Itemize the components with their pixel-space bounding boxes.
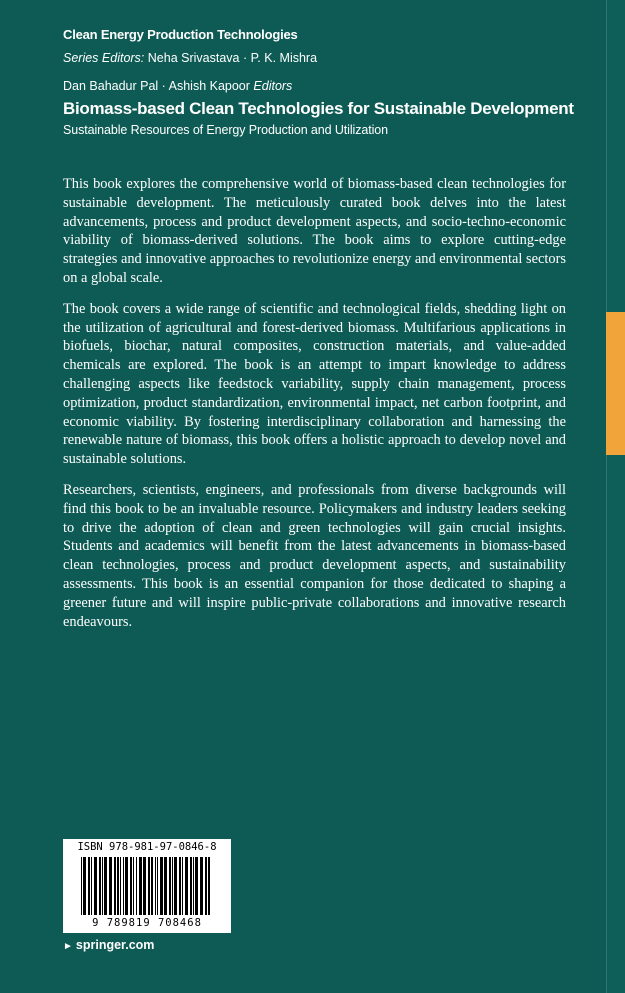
book-editors	[63, 79, 292, 93]
barcode-bar	[104, 857, 107, 915]
triangle-right-icon: ►	[63, 941, 73, 952]
spine-stripe-bottom	[606, 455, 625, 993]
barcode-bar	[155, 857, 156, 915]
barcode-bar	[117, 857, 119, 915]
publisher-link[interactable]	[63, 938, 154, 952]
barcode-bar	[91, 857, 92, 915]
series-editors-label: Series Editors:	[63, 51, 145, 65]
barcode-bar	[205, 857, 207, 915]
barcode-bar	[169, 857, 171, 915]
description-paragraph: Researchers, scientists, engineers, and professionals from diverse backgrounds will find this book to be an invaluable resource. Policymakers and industry leaders seeking to drive the adoption of clean and green technologies will gain crucial insights. Students and academics will benefit from the latest advancements in biomass-based clean technologies, process and product development aspects, and sustainability assessments. This book is an essential companion for those dedicated to shaping a greener future and will inspire public-private collaborations and innovative research endeavours.	[63, 481, 566, 630]
description-paragraph: This book explores the comprehensive world of biomass-based clean technologies for sustainable development. The meticulously curated book delves into the latest advancements, process and product development aspects, and socio-techno-economic viability of biomass-derived solutions. The book aims to explore cutting-edge strategies and innovative approaches to revolutionize energy and environmental sectors on a global scale.	[63, 176, 566, 286]
barcode-bar	[130, 857, 132, 915]
barcode-digits: 9 789819 708468	[92, 917, 202, 929]
barcode-bar	[114, 857, 116, 915]
barcode-bar	[164, 857, 167, 915]
book-editors-names: Dan Bahadur Pal · Ashish Kapoor	[63, 79, 250, 93]
barcode-bar	[174, 857, 177, 915]
barcode-bar	[143, 857, 146, 915]
barcode-bar	[172, 857, 173, 915]
isbn-barcode	[63, 839, 231, 933]
book-subtitle: Sustainable Resources of Energy Production and Utilization	[63, 123, 388, 137]
barcode-bar	[182, 857, 183, 915]
book-title: Biomass-based Clean Technologies for Sustainable Development	[63, 99, 574, 118]
barcode-bars	[81, 857, 213, 917]
barcode-bar	[179, 857, 181, 915]
barcode-bar	[190, 857, 192, 915]
barcode-bar	[193, 857, 194, 915]
book-description	[63, 175, 566, 643]
publisher-url: springer.com	[75, 938, 155, 952]
barcode-bar	[185, 857, 188, 915]
barcode-bar	[139, 857, 142, 915]
barcode-bar	[83, 857, 86, 915]
barcode-bar	[81, 857, 82, 915]
barcode-bar	[94, 857, 97, 915]
barcode-bar	[160, 857, 163, 915]
barcode-bar	[120, 857, 121, 915]
series-title: Clean Energy Production Technologies	[63, 27, 298, 42]
series-editors-names: Neha Srivastava · P. K. Mishra	[147, 51, 318, 65]
barcode-bar	[148, 857, 150, 915]
description-paragraph: The book covers a wide range of scientific and technological fields, shedding light on the utilization of agricultural and forest-derived biomass. Multifarious applications in biofuels, biochar, natural composites, construction materials, and value-added chemicals are explored. The book is an attempt to impart knowledge to address challenging aspects like feedstock variability, supply chain management, process optimization, product standardization, environmental impact, net carbon footprint, and economic viability. By fostering interdisciplinary collaboration and harnessing the renewable nature of biomass, this book offers a holistic approach to develop novel and sustainable solutions.	[63, 300, 566, 468]
barcode-bar	[125, 857, 128, 915]
barcode-bar	[208, 857, 210, 915]
series-editors	[63, 51, 317, 65]
barcode-bar	[151, 857, 153, 915]
barcode-bar	[99, 857, 101, 915]
barcode-bar	[200, 857, 203, 915]
isbn-text: ISBN 978-981-97-0846-8	[77, 841, 217, 853]
barcode-bar	[133, 857, 134, 915]
book-editors-role: Editors	[253, 79, 293, 93]
barcode-bar	[157, 857, 158, 915]
barcode-bar	[102, 857, 103, 915]
spine-stripe-top	[606, 0, 625, 312]
spine-accent-stripe	[606, 312, 625, 455]
barcode-bar	[123, 857, 124, 915]
barcode-bar	[88, 857, 90, 915]
barcode-bar	[109, 857, 112, 915]
barcode-bar	[195, 857, 198, 915]
barcode-bar	[136, 857, 137, 915]
